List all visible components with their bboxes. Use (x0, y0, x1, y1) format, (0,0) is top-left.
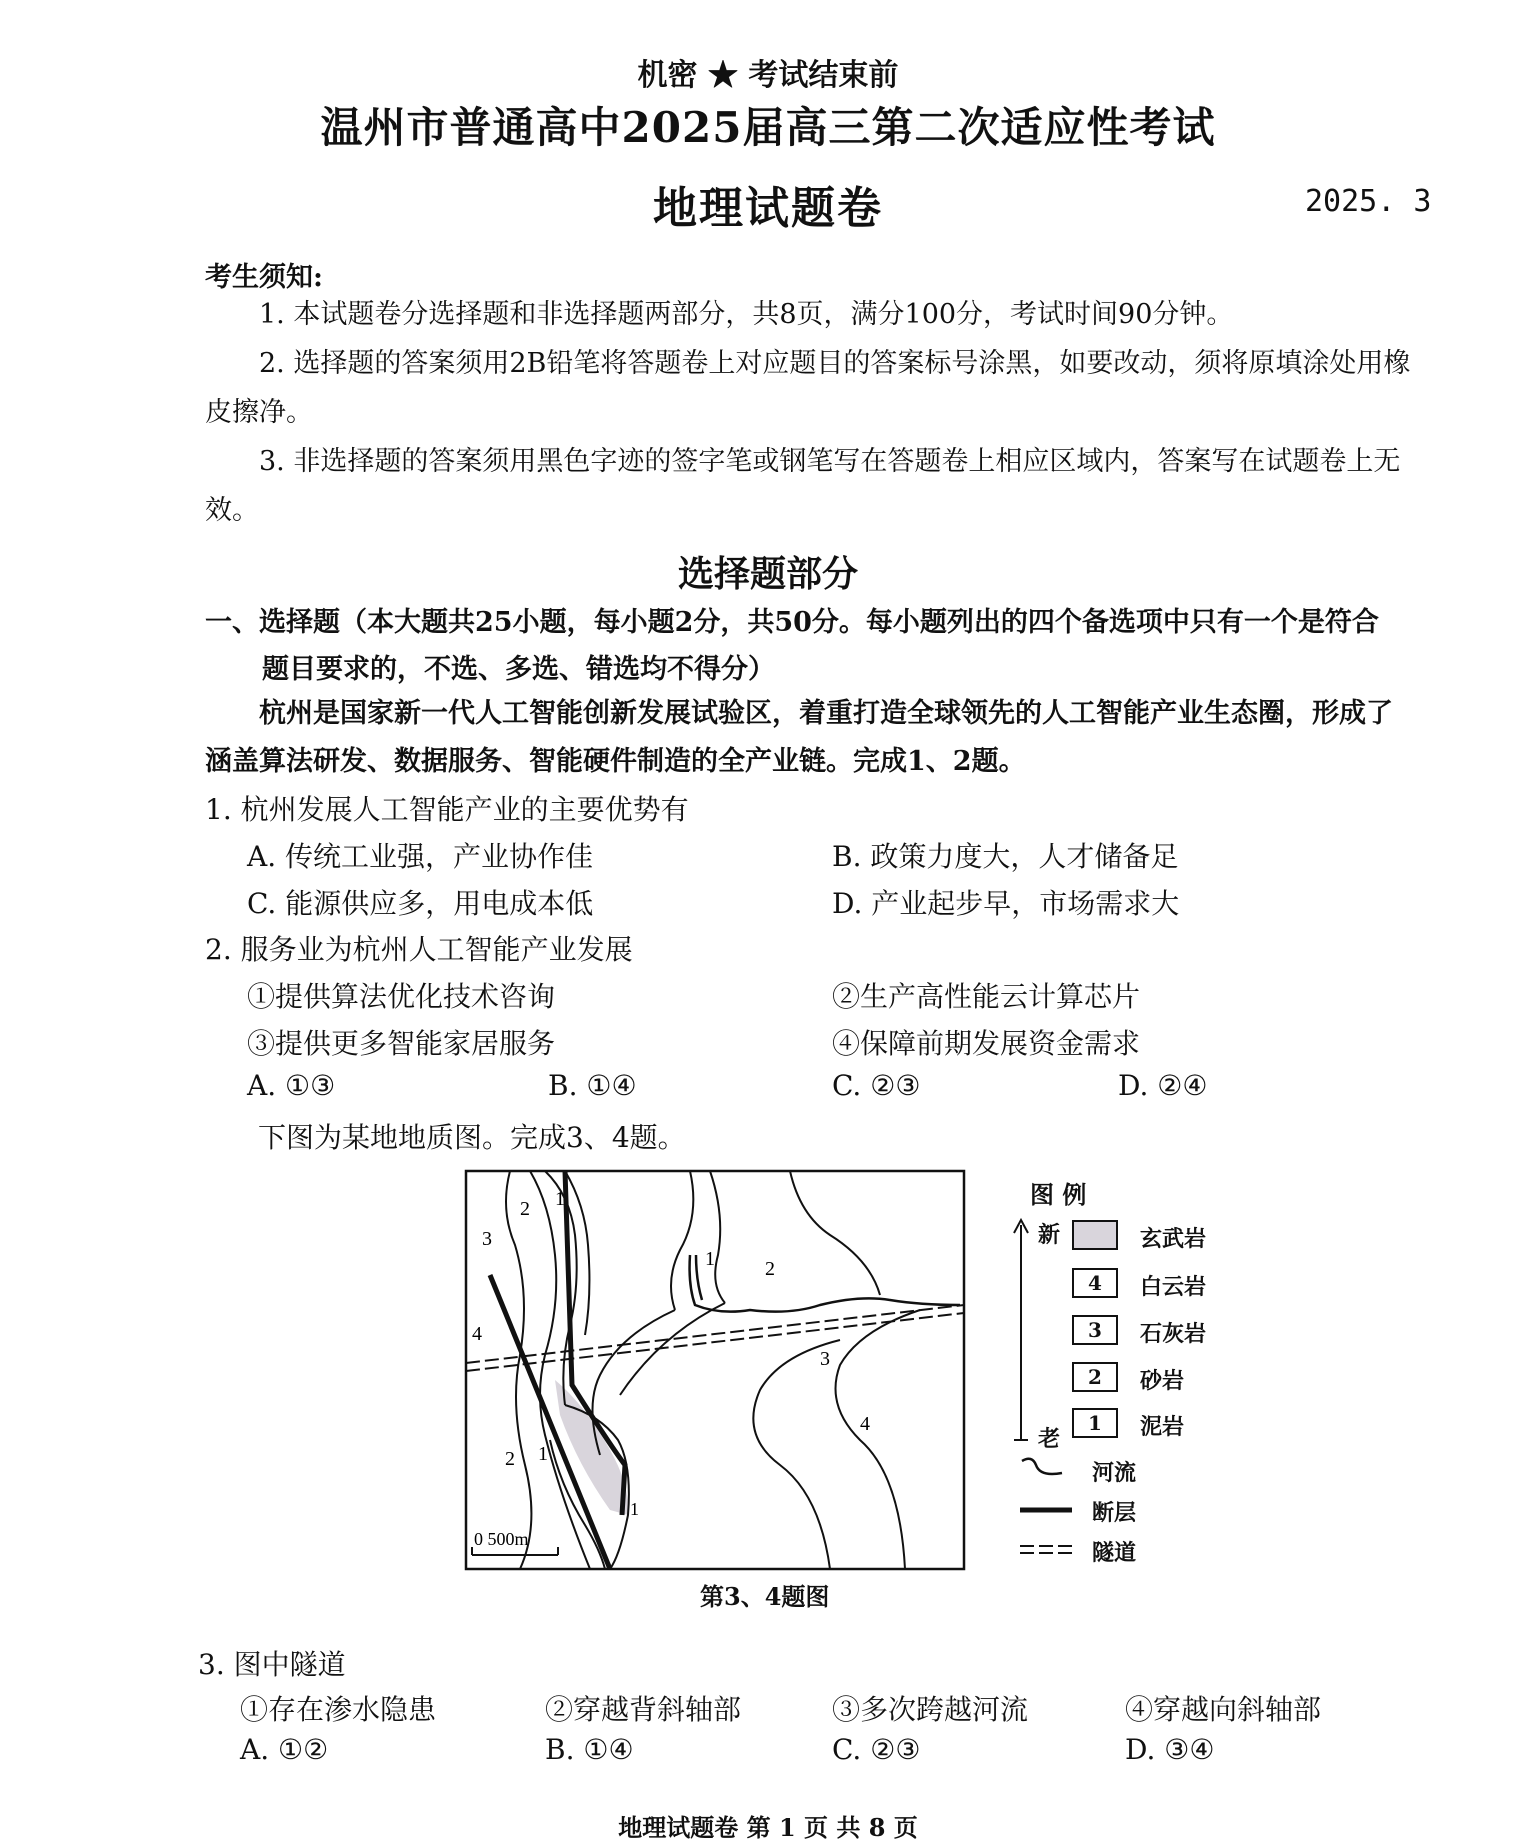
map-legend (1000, 1170, 1260, 1590)
q2-option-b: B. ①④ (548, 1069, 637, 1102)
legend-label-fault: 断层 (1092, 1500, 1137, 1526)
legend-box-dolomite: 4 (1072, 1268, 1118, 1298)
notice-item-1: 1. 本试题卷分选择题和非选择题两部分，共8页，满分100分，考试时间90分钟。 (259, 299, 1234, 330)
legend-label-dolomite: 白云岩 (1140, 1274, 1207, 1300)
map-frame (466, 1171, 964, 1569)
q3-option-d: D. ③④ (1125, 1733, 1215, 1766)
section-title: 选择题部分 (677, 553, 858, 595)
legend-box-mudstone: 1 (1072, 1408, 1118, 1438)
q3-option-b: B. ①④ (545, 1733, 634, 1766)
notice-item-2: 2. 选择题的答案须用2B铅笔将答题卷上对应题目的答案标号涂黑，如要改动，须将原填涂处用橡皮擦净。 (205, 348, 1411, 428)
q1-option-c: C. 能源供应多，用电成本低 (247, 887, 594, 920)
legend-box-sandstone: 2 (1072, 1362, 1118, 1392)
q1-stem: 1. 杭州发展人工智能产业的主要优势有 (205, 793, 689, 826)
map-label: 2 (520, 1198, 530, 1220)
map-label: 1 (555, 1188, 565, 1210)
tunnel-symbol-icon (1018, 1540, 1074, 1560)
part-heading-cont: 题目要求的，不选、多选、错选均不得分） (262, 654, 775, 685)
notice-item-3: 3. 非选择题的答案须用黑色字迹的签字笔或钢笔写在答题卷上相应区域内，答案写在试题卷上无效。 (205, 446, 1401, 526)
figure-caption: 第3、4题图 (700, 1582, 830, 1611)
q3-item-1: ①存在渗水隐患 (240, 1693, 437, 1726)
legend-label-limestone: 石灰岩 (1140, 1321, 1207, 1347)
q2-item-4: ④保障前期发展资金需求 (832, 1027, 1141, 1060)
map-label: 2 (765, 1258, 775, 1280)
legend-label-basalt: 玄武岩 (1140, 1226, 1207, 1252)
q2-option-a: A. ①③ (247, 1069, 336, 1102)
map-label: 4 (472, 1323, 482, 1345)
page-footer: 地理试题卷 第 1 页 共 8 页 (618, 1813, 918, 1842)
legend-new: 新 (1038, 1222, 1061, 1248)
q2-option-c: C. ②③ (832, 1069, 921, 1102)
exam-title: 温州市普通高中2025届高三第二次适应性考试 (320, 103, 1216, 152)
exam-date: 2025. 3 (1305, 184, 1432, 219)
q2-item-2: ②生产高性能云计算芯片 (832, 980, 1141, 1013)
legend-box-basalt (1072, 1220, 1118, 1250)
q3-item-3: ③多次跨越河流 (832, 1693, 1029, 1726)
q1-option-a: A. 传统工业强，产业协作佳 (247, 840, 594, 873)
river-symbol-icon (1018, 1453, 1068, 1483)
legend-box-limestone: 3 (1072, 1315, 1118, 1345)
geologic-map (460, 1165, 970, 1575)
confidential-mark: 机密 ★ 考试结束前 (637, 58, 899, 93)
legend-label-mudstone: 泥岩 (1140, 1414, 1185, 1440)
notice-heading: 考生须知: (205, 262, 323, 293)
q3-option-c: C. ②③ (832, 1733, 921, 1766)
q2-item-3: ③提供更多智能家居服务 (247, 1027, 556, 1060)
map-label: 3 (820, 1348, 830, 1370)
map-label: 3 (482, 1228, 492, 1250)
map-label: 2 (505, 1448, 515, 1470)
q3-item-2: ②穿越背斜轴部 (545, 1693, 742, 1726)
q3-stem: 3. 图中隧道 (198, 1648, 346, 1681)
scale-label: 0 500m (474, 1529, 529, 1549)
passage-1: 杭州是国家新一代人工智能创新发展试验区，着重打造全球领先的人工智能产业生态圈，形成了涵盖算法研发、数据服务、智能硬件制造的全产业链。完成1、2题。 (205, 698, 1393, 777)
q2-option-d: D. ②④ (1118, 1069, 1208, 1102)
legend-label-river: 河流 (1092, 1460, 1137, 1486)
geologic-map-svg (460, 1165, 970, 1575)
legend-old: 老 (1038, 1426, 1061, 1452)
legend-title: 图 例 (1030, 1180, 1087, 1209)
map-label: 4 (860, 1413, 870, 1435)
legend-label-sandstone: 砂岩 (1140, 1368, 1185, 1394)
subject-title: 地理试题卷 (653, 183, 883, 234)
q1-option-b: B. 政策力度大，人才储备足 (832, 840, 1179, 873)
fault-symbol-icon (1018, 1500, 1074, 1520)
map-label: 1 (538, 1443, 548, 1465)
q1-option-d: D. 产业起步早，市场需求大 (832, 887, 1180, 920)
q3-item-4: ④穿越向斜轴部 (1125, 1693, 1322, 1726)
map-label: 1 (705, 1248, 715, 1270)
q2-stem: 2. 服务业为杭州人工智能产业发展 (205, 933, 633, 966)
legend-label-tunnel: 隧道 (1092, 1540, 1137, 1566)
age-arrow (1006, 1215, 1046, 1455)
q2-item-1: ①提供算法优化技术咨询 (247, 980, 556, 1013)
part-heading: 一、选择题（本大题共25小题，每小题2分，共50分。每小题列出的四个备选项中只有一个是符合 (205, 607, 1379, 638)
q3-option-a: A. ①② (240, 1733, 329, 1766)
svg-text:1: 1 (630, 1499, 639, 1519)
passage-2: 下图为某地地质图。完成3、4题。 (258, 1121, 686, 1154)
